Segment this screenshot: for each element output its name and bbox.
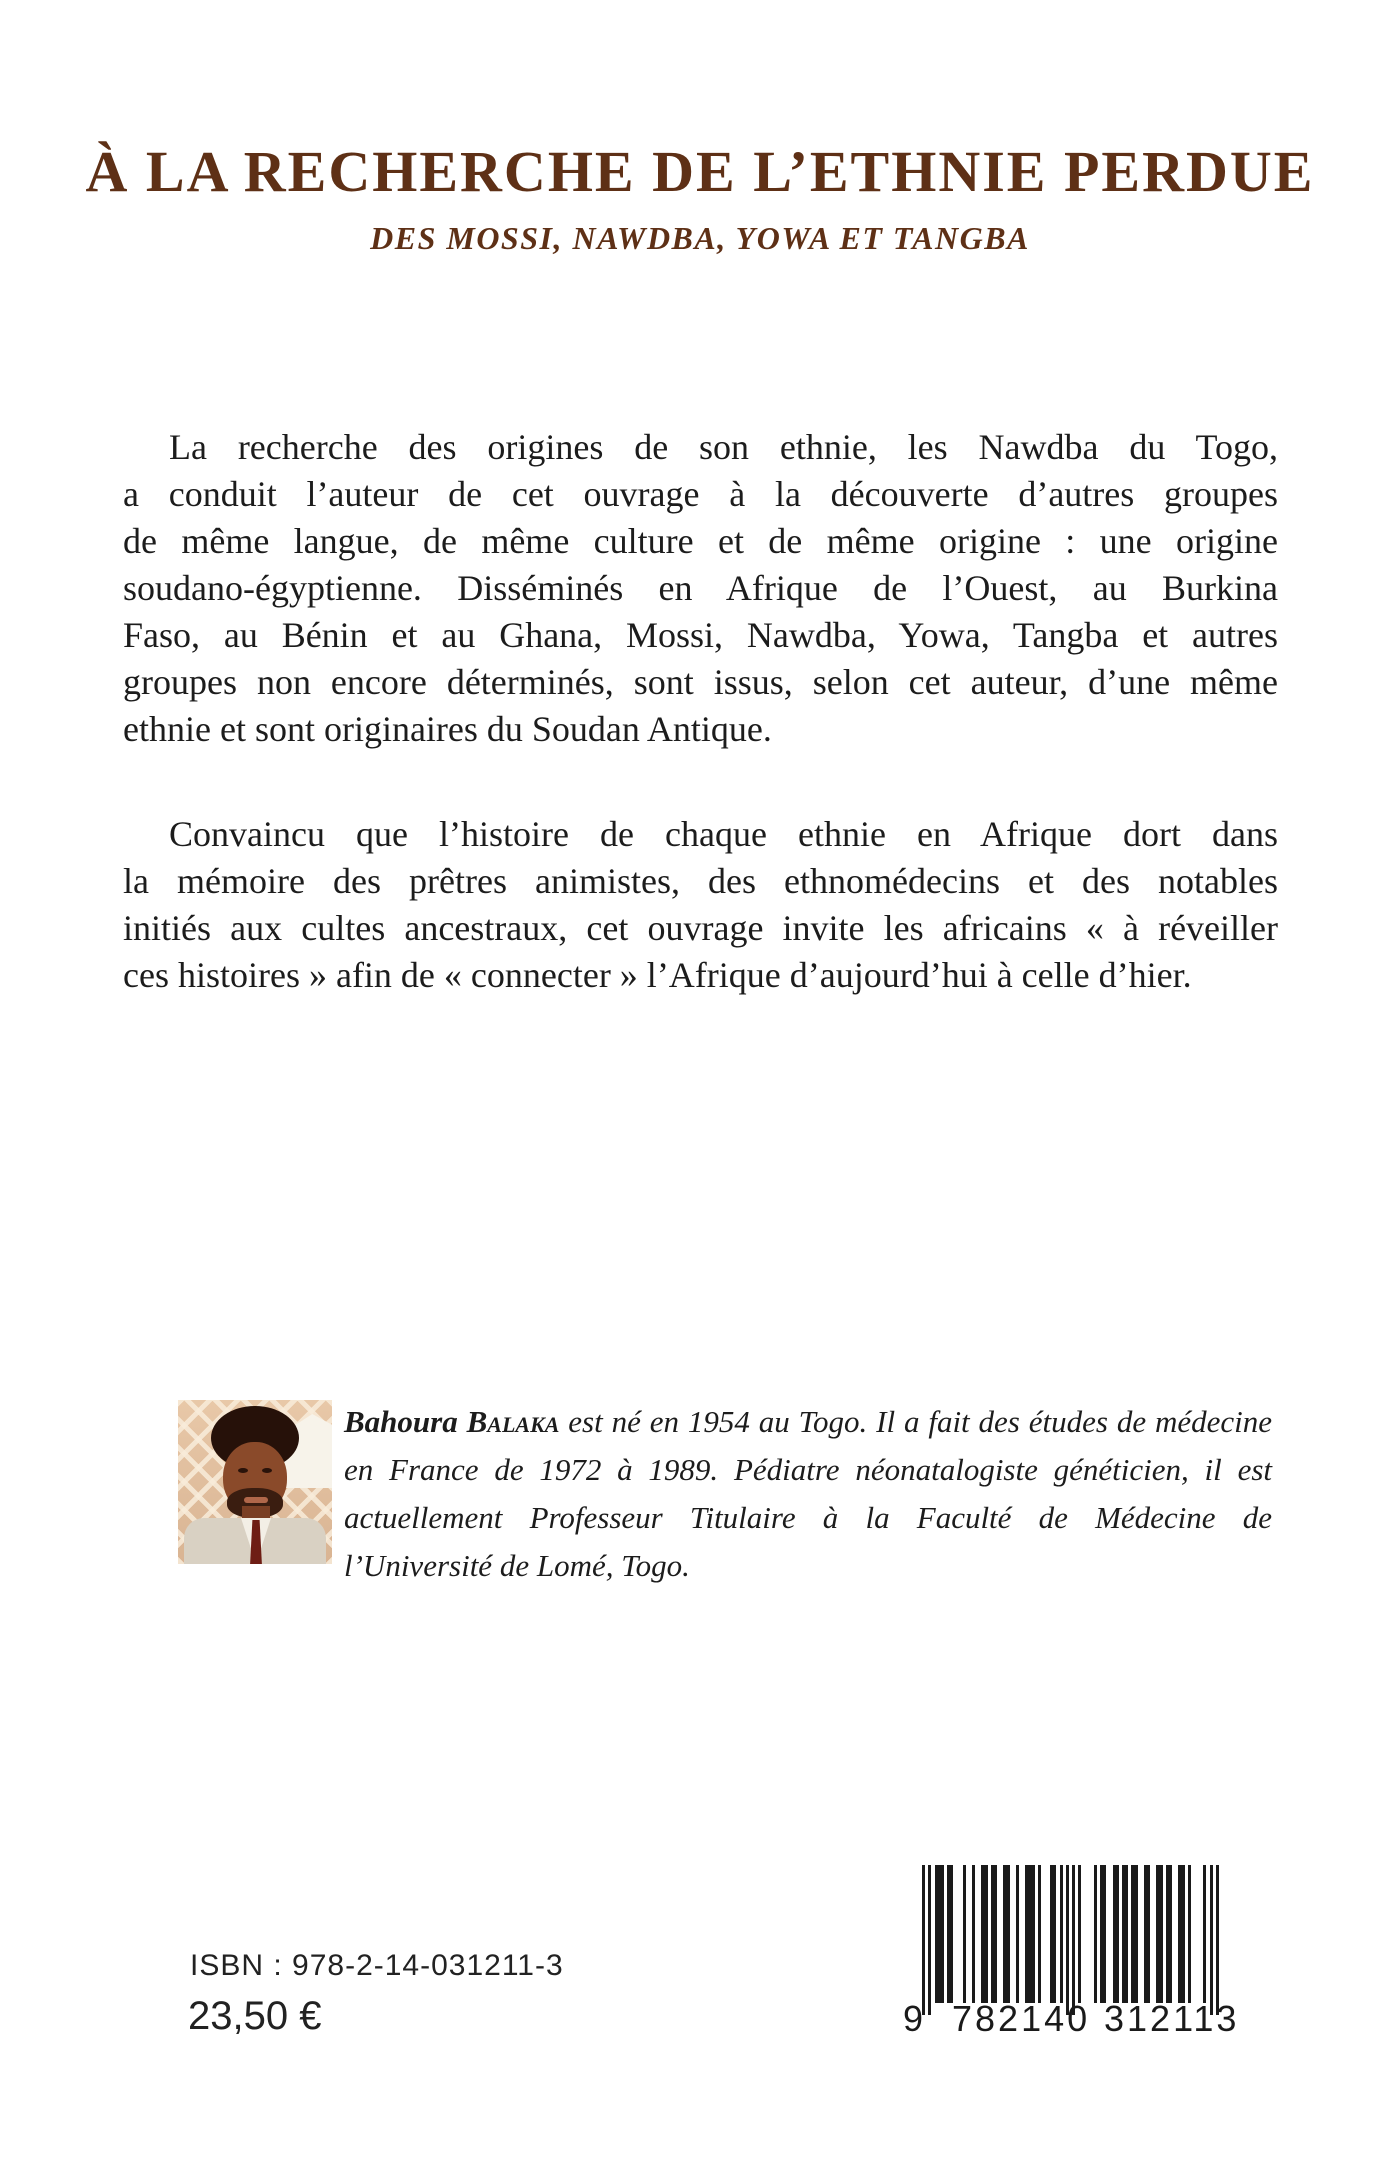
author-first-name: Bahoura: [344, 1404, 458, 1439]
author-bio-text: est né en 1954 au Togo. Il a fait des études de médecine en France de 1972 à 1989. Pédiatre néonatalogiste généticien, il est actuellement Professeur Titulaire à la Faculté de Médecine de l’Université de Lomé, Togo.: [344, 1404, 1272, 1583]
page-subtitle: DES MOSSI, NAWDBA, YOWA ET TANGBA: [370, 220, 1030, 256]
barcode: [903, 1863, 1240, 2043]
barcode-digits-right: 312113: [1104, 1998, 1240, 2039]
barcode-digit-first: 9: [903, 1998, 924, 2039]
barcode-digits-left: 782140: [952, 1998, 1091, 2039]
synopsis-paragraph-2: Convaincu que l’histoire de chaque ethnie en Afrique dort dans la mémoire des prêtres animistes, des ethnomédecins et des notables initiés aux cultes ancestraux, cet ouvrage invite les africains « à réveiller ces histoires » afin de « connecter » l’Afrique d’aujourd’hui à celle d’hier.: [123, 814, 1278, 995]
barcode-bars: [922, 1865, 1219, 2015]
page-title: À LA RECHERCHE DE L’ETHNIE PERDUE: [85, 139, 1315, 204]
price-text: 23,50 €: [188, 1994, 322, 2038]
author-bio: [344, 1398, 1272, 1590]
author-last-name: Balaka: [466, 1404, 560, 1439]
author-name: [344, 1404, 559, 1439]
synopsis-paragraph-1: La recherche des origines de son ethnie, les Nawdba du Togo, a conduit l’auteur de cet ouvrage à la découverte d’autres groupes de même langue, de même culture et de même origine : une origine soudano-égyptienne. Disséminés en Afrique de l’Ouest, au Burkina Faso, au Bénin et au Ghana, Mossi, Nawdba, Yowa, Tangba et autres groupes non encore déterminés, sont issus, selon cet auteur, d’une même ethnie et sont originaires du Soudan Antique.: [123, 427, 1278, 749]
photo-mouth: [244, 1497, 268, 1503]
synopsis: [123, 424, 1278, 999]
author-photo: [178, 1400, 332, 1564]
photo-eyes: [238, 1468, 248, 1473]
isbn-text: ISBN : 978-2-14-031211-3: [190, 1949, 564, 1982]
